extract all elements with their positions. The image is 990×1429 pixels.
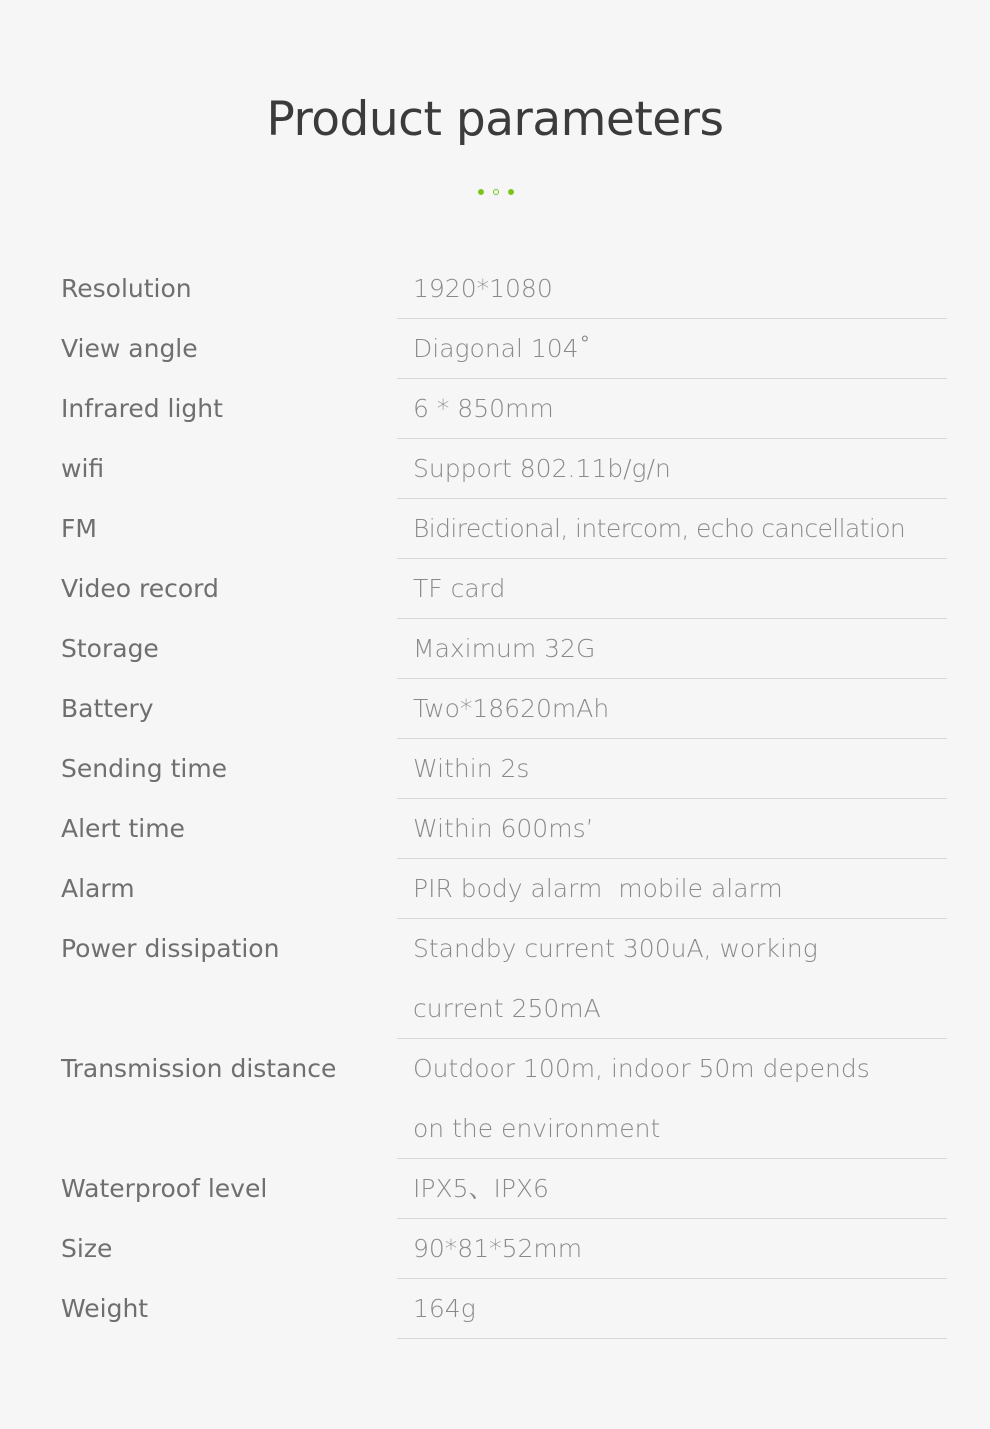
param-value: Within 600ms’ [413, 814, 594, 843]
param-label: View angle [61, 334, 198, 363]
param-row-resolution [0, 259, 990, 319]
param-value: IPX5、IPX6 [413, 1174, 549, 1203]
param-label: Alert time [61, 814, 185, 843]
param-label: Power dissipation [61, 934, 280, 963]
dot-icon [478, 189, 484, 195]
parameters-table [0, 259, 990, 1339]
param-row-waterproof-level [0, 1159, 990, 1219]
param-value: Diagonal 104˚ [413, 334, 592, 363]
param-row-storage [0, 619, 990, 679]
param-value: 1920*1080 [413, 274, 553, 303]
param-value: Maximum 32G [413, 634, 596, 663]
param-value: 6 * 850mm [413, 394, 554, 423]
param-row-size [0, 1219, 990, 1279]
param-value: 164g [413, 1294, 476, 1323]
param-label: Sending time [61, 754, 228, 783]
param-label: Weight [61, 1294, 149, 1323]
param-label: Infrared light [61, 394, 223, 423]
param-row-alarm [0, 859, 990, 919]
param-row-power-dissipation [0, 919, 990, 1039]
param-label: FM [61, 514, 97, 543]
param-value: Outdoor 100m, indoor 50m depends on the environment [413, 1054, 870, 1143]
param-value: Within 2s [413, 754, 530, 783]
param-label: Battery [61, 694, 154, 723]
param-value: Standby current 300uA, working current 250mA [413, 934, 818, 1023]
dot-outline-icon [493, 189, 499, 195]
param-value: PIR body alarm mobile alarm [413, 874, 783, 903]
param-row-video-record [0, 559, 990, 619]
param-label: Alarm [61, 874, 135, 903]
param-value: Support 802.11b/g/n [413, 454, 671, 483]
dot-icon [508, 189, 514, 195]
param-label: Video record [61, 574, 219, 603]
param-label: wifi [61, 454, 105, 483]
param-label: Resolution [61, 274, 192, 303]
param-row-transmission-distance [0, 1039, 990, 1159]
title-divider-dots [478, 187, 514, 197]
param-row-infrared-light [0, 379, 990, 439]
param-row-alert-time [0, 799, 990, 859]
param-value: 90*81*52mm [413, 1234, 583, 1263]
param-label: Waterproof level [61, 1174, 268, 1203]
param-label: Storage [61, 634, 159, 663]
param-row-weight [0, 1279, 990, 1339]
param-value: Bidirectional, intercom, echo cancellation [413, 514, 906, 543]
param-row-fm [0, 499, 990, 559]
param-value: Two*18620mAh [413, 694, 610, 723]
param-label: Size [61, 1234, 113, 1263]
param-label: Transmission distance [61, 1054, 337, 1083]
param-row-wifi [0, 439, 990, 499]
param-value: TF card [413, 574, 506, 603]
param-row-battery [0, 679, 990, 739]
param-row-sending-time [0, 739, 990, 799]
page-title: Product parameters [266, 92, 724, 147]
param-row-view-angle [0, 319, 990, 379]
